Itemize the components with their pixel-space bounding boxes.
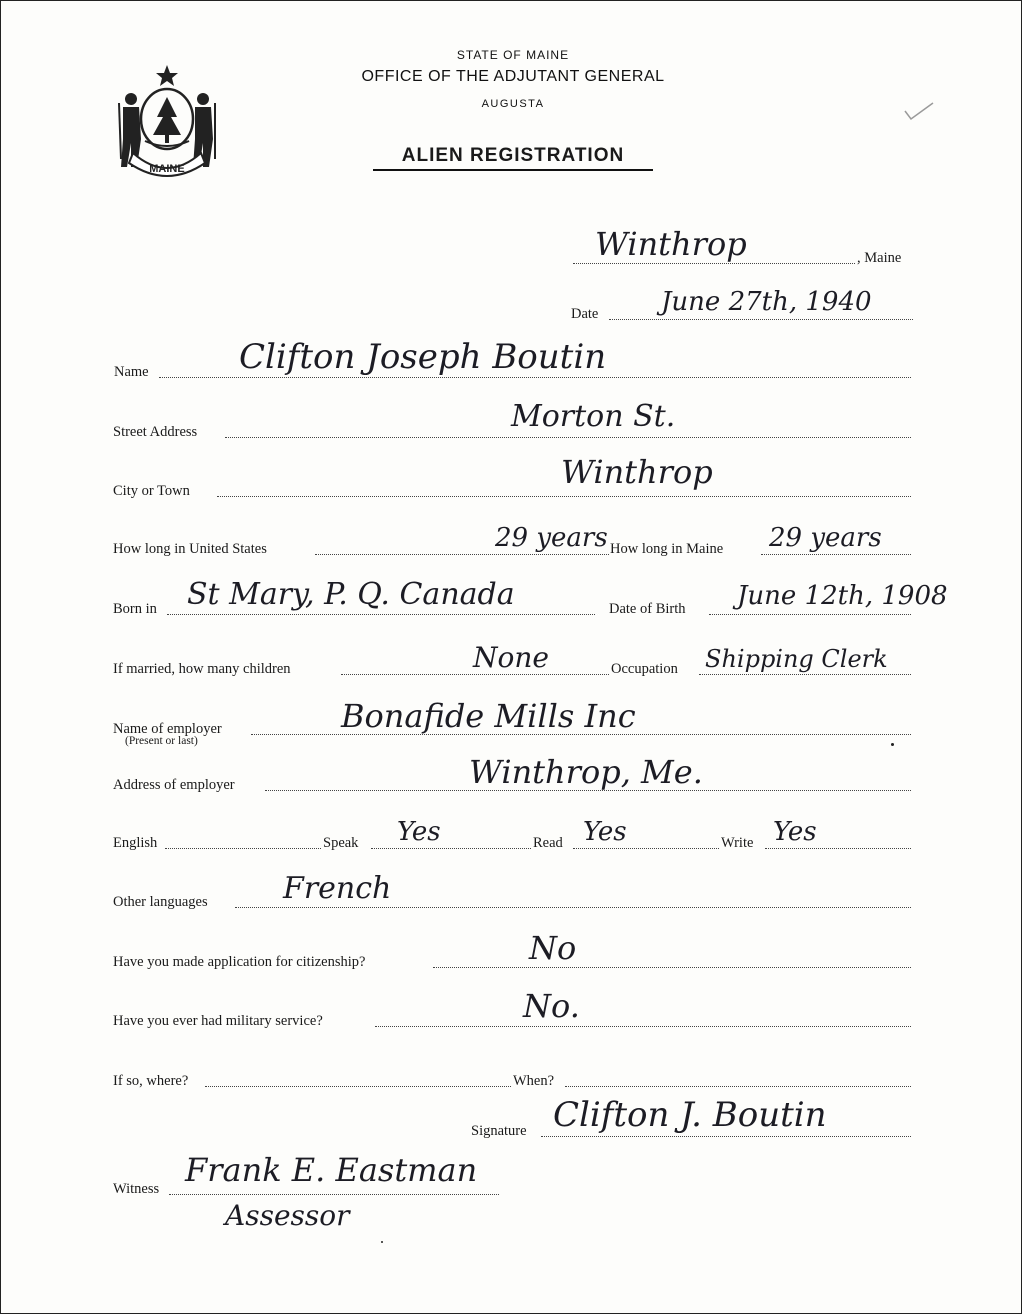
- date-line: [609, 319, 913, 320]
- citizenship-label: Have you made application for citizenship?: [113, 954, 366, 970]
- citizenship-line: [433, 967, 911, 968]
- witness-signature: Frank E. Eastman: [185, 1151, 478, 1189]
- date-of-birth-label: Date of Birth: [609, 601, 686, 617]
- street-line: [225, 437, 911, 438]
- applicant-signature: Clifton J. Boutin: [553, 1095, 827, 1135]
- svg-text:MAINE: MAINE: [149, 163, 185, 175]
- occupation-label: Occupation: [611, 661, 678, 677]
- if-so-where-line: [205, 1086, 511, 1087]
- english-line: [165, 848, 321, 849]
- name-line: [159, 377, 911, 378]
- write-label: Write: [721, 835, 754, 851]
- other-languages-value: French: [283, 871, 392, 906]
- english-label: English: [113, 835, 158, 851]
- occupation-value: Shipping Clerk: [705, 645, 888, 673]
- signature-line: [541, 1136, 911, 1137]
- witness-label: Witness: [113, 1181, 160, 1197]
- date-label: Date: [571, 306, 599, 322]
- date-of-birth-value: June 12th, 1908: [737, 581, 948, 611]
- military-value: No.: [523, 987, 580, 1025]
- employer-name-label: Name of employer: [113, 721, 222, 737]
- maine-label: , Maine: [857, 250, 902, 266]
- write-value: Yes: [773, 817, 817, 847]
- city-heading: AUGUSTA: [481, 98, 545, 110]
- city-line: [217, 496, 911, 497]
- witness-line: [169, 1194, 499, 1195]
- street-value: Morton St.: [511, 399, 676, 434]
- speak-line: [371, 848, 531, 849]
- born-in-value: St Mary, P. Q. Canada: [187, 577, 515, 612]
- street-label: Street Address: [113, 424, 198, 440]
- city-label: City or Town: [113, 483, 190, 499]
- born-in-label: Born in: [113, 601, 157, 617]
- ink-dot: [891, 743, 894, 746]
- write-line: [765, 848, 911, 849]
- speak-value: Yes: [397, 817, 441, 847]
- town-line: [573, 263, 855, 264]
- employer-address-label: Address of employer: [113, 777, 235, 793]
- read-line: [573, 848, 719, 849]
- signature-label: Signature: [471, 1123, 527, 1139]
- when-line: [565, 1086, 911, 1087]
- witness-title: Assessor: [225, 1199, 350, 1232]
- city-value: Winthrop: [561, 453, 713, 491]
- when-label: When?: [513, 1073, 555, 1089]
- ink-dot: [381, 1241, 383, 1243]
- office-heading: OFFICE OF THE ADJUTANT GENERAL: [361, 68, 665, 85]
- other-languages-label: Other languages: [113, 894, 208, 910]
- read-label: Read: [533, 835, 563, 851]
- town-value: Winthrop: [595, 225, 747, 263]
- if-so-where-label: If so, where?: [113, 1073, 189, 1089]
- state-heading: STATE OF MAINE: [456, 48, 570, 62]
- children-line: [341, 674, 609, 675]
- how-long-maine-line: [761, 554, 911, 555]
- how-long-us-line: [315, 554, 609, 555]
- name-label: Name: [114, 364, 149, 380]
- how-long-us-value: 29 years: [495, 523, 608, 553]
- occupation-line: [699, 674, 911, 675]
- how-long-us-label: How long in United States: [113, 541, 267, 557]
- employer-address-value: Winthrop, Me.: [469, 753, 703, 791]
- citizenship-value: No: [529, 929, 577, 967]
- military-line: [375, 1026, 911, 1027]
- how-long-maine-label: How long in Maine: [610, 541, 724, 557]
- read-value: Yes: [583, 817, 627, 847]
- form-title: ALIEN REGISTRATION: [373, 145, 653, 171]
- how-long-maine-value: 29 years: [769, 523, 882, 553]
- employer-name-value: Bonafide Mills Inc: [341, 697, 636, 735]
- children-label: If married, how many children: [113, 661, 291, 677]
- children-value: None: [473, 641, 549, 674]
- employer-note-label: (Present or last): [125, 735, 198, 747]
- date-value: June 27th, 1940: [661, 287, 872, 317]
- born-in-line: [167, 614, 595, 615]
- date-of-birth-line: [709, 614, 911, 615]
- military-label: Have you ever had military service?: [113, 1013, 323, 1029]
- other-languages-line: [235, 907, 911, 908]
- speak-label: Speak: [323, 835, 359, 851]
- name-value: Clifton Joseph Boutin: [239, 337, 607, 377]
